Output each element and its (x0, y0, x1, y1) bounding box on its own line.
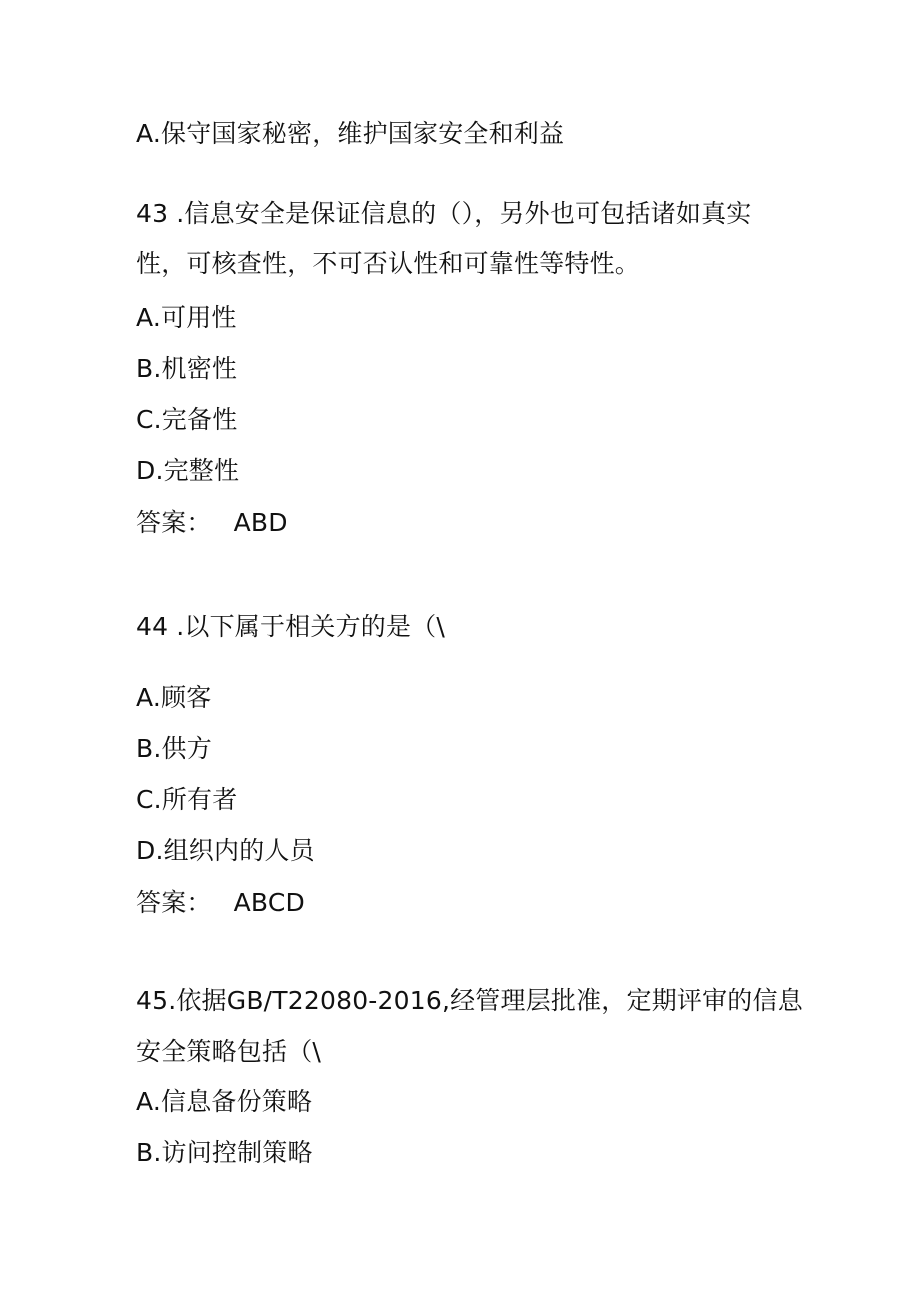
question-number: 44 (136, 612, 169, 641)
question-text: .信息安全是保证信息的（），另外也可包括诸如真实 (176, 199, 752, 228)
option-line: A.信息备份策略 (136, 1087, 313, 1116)
question-44-line-1 (136, 609, 445, 645)
question-number: 43 (136, 199, 169, 228)
answer-line (136, 505, 288, 541)
answer-line (136, 885, 305, 921)
question-45-line-2: 安全策略包括（\ (136, 1037, 322, 1066)
option-line: D.完整性 (136, 456, 240, 485)
option-line: C.完备性 (136, 405, 238, 434)
option-line: B.供方 (136, 734, 212, 763)
option-line: A.可用性 (136, 303, 237, 332)
option-line: B.机密性 (136, 354, 238, 383)
question-45-line-1: 45.依据GB/T22080-2016,经管理层批准，定期评审的信息 (136, 986, 803, 1015)
option-line: A.顾客 (136, 683, 212, 712)
option-line: B.访问控制策略 (136, 1138, 313, 1167)
question-43-line-2: 性，可核查性，不可否认性和可靠性等特性。 (136, 249, 641, 278)
answer-label: 答案： (136, 888, 212, 917)
answer-label: 答案： (136, 508, 212, 537)
option-line: D.组织内的人员 (136, 836, 315, 865)
question-43-line-1 (136, 196, 751, 232)
answer-value: ABD (233, 508, 288, 537)
option-line: A.保守国家秘密，维护国家安全和利益 (136, 119, 565, 148)
option-line: C.所有者 (136, 785, 238, 814)
answer-value: ABCD (233, 888, 305, 917)
question-text: .以下属于相关方的是（\ (176, 612, 445, 641)
